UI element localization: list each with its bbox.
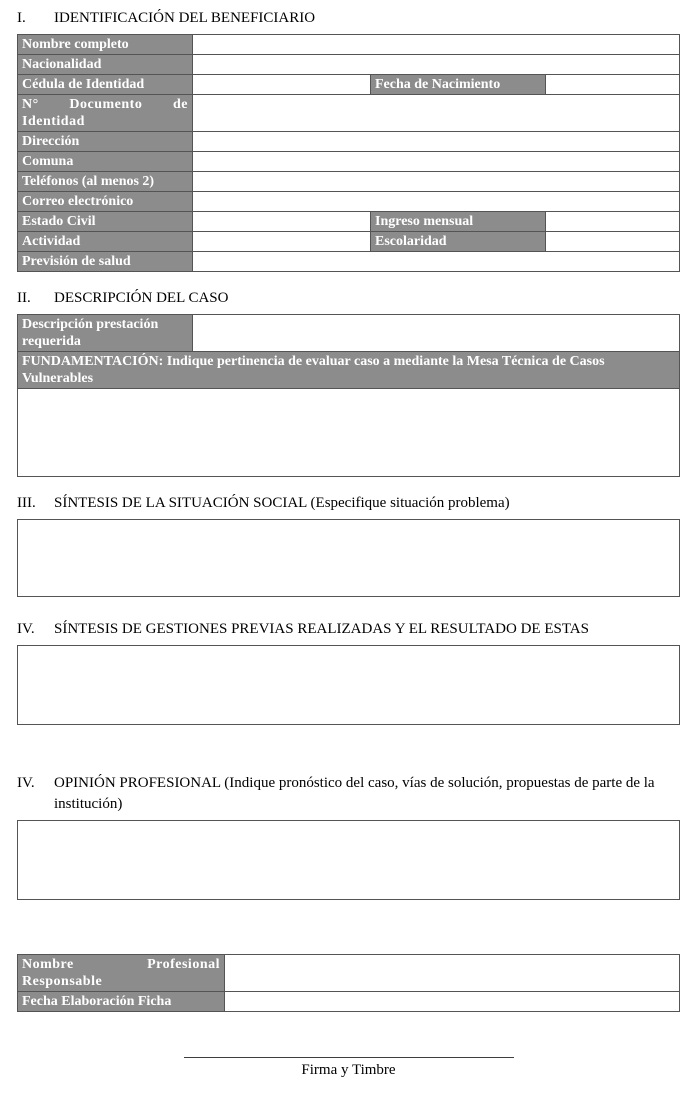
section-heading-identificacion xyxy=(17,8,680,29)
table-row xyxy=(18,352,680,389)
field-label-prevision: Previsión de salud xyxy=(18,252,193,272)
table-row xyxy=(18,172,680,192)
section-number: II. xyxy=(17,290,31,306)
field-label-correo: Correo electrónico xyxy=(18,192,193,212)
gestiones-previas-text-area[interactable] xyxy=(17,645,680,725)
field-input-cedula[interactable] xyxy=(193,75,371,95)
section-title: DESCRIPCIÓN DEL CASO xyxy=(54,290,229,306)
field-input-comuna[interactable] xyxy=(193,152,680,172)
section-title: OPINIÓN PROFESIONAL (Indique pronóstico del caso, vías de solución, propuestas de parte de la institución) xyxy=(54,775,655,812)
table-row xyxy=(18,252,680,272)
field-input-prevision[interactable] xyxy=(193,252,680,272)
section-heading-descripcion-caso xyxy=(17,288,680,309)
field-input-direccion[interactable] xyxy=(193,132,680,152)
field-input-ingreso-mensual[interactable] xyxy=(546,212,680,232)
field-label-actividad: Actividad xyxy=(18,232,193,252)
sintesis-social-text-area[interactable] xyxy=(17,519,680,597)
beneficiary-table xyxy=(17,34,680,272)
table-row xyxy=(18,389,680,477)
field-label-ingreso-mensual: Ingreso mensual xyxy=(371,212,546,232)
table-row xyxy=(18,315,680,352)
field-label-fecha-nacimiento: Fecha de Nacimiento xyxy=(371,75,546,95)
field-label-fecha-elaboracion: Fecha Elaboración Ficha xyxy=(18,992,225,1012)
table-row xyxy=(18,95,680,132)
signature-caption: Firma y Timbre xyxy=(301,1062,396,1078)
signature-line xyxy=(184,1057,514,1058)
field-label-direccion: Dirección xyxy=(18,132,193,152)
field-label-cedula: Cédula de Identidad xyxy=(18,75,193,95)
field-input-telefonos[interactable] xyxy=(193,172,680,192)
section-number: I. xyxy=(17,10,26,26)
table-row xyxy=(18,75,680,95)
field-label-descripcion-prestacion: Descripción prestación requerida xyxy=(18,315,193,352)
opinion-profesional-text-area[interactable] xyxy=(17,820,680,900)
field-label-documento-identidad: N° Documento de Identidad xyxy=(18,95,193,132)
table-row xyxy=(18,35,680,55)
field-label-nacionalidad: Nacionalidad xyxy=(18,55,193,75)
table-row xyxy=(18,992,680,1012)
case-description-table xyxy=(17,314,680,477)
table-row xyxy=(18,192,680,212)
field-input-nacionalidad[interactable] xyxy=(193,55,680,75)
responsible-table xyxy=(17,954,680,1012)
field-input-fecha-elaboracion[interactable] xyxy=(225,992,680,1012)
field-label-nombre-profesional: Nombre Profesional Responsable xyxy=(18,955,225,992)
field-input-actividad[interactable] xyxy=(193,232,371,252)
section-title: SÍNTESIS DE LA SITUACIÓN SOCIAL (Especifique situación problema) xyxy=(54,495,510,511)
field-input-descripcion-prestacion[interactable] xyxy=(193,315,680,352)
field-input-documento-identidad[interactable] xyxy=(193,95,680,132)
field-label-comuna: Comuna xyxy=(18,152,193,172)
signature-block xyxy=(17,1057,680,1081)
field-input-nombre-completo[interactable] xyxy=(193,35,680,55)
table-row xyxy=(18,152,680,172)
section-number: IV. xyxy=(17,775,35,791)
section-title: SÍNTESIS DE GESTIONES PREVIAS REALIZADAS Y EL RESULTADO DE ESTAS xyxy=(54,621,589,637)
field-input-estado-civil[interactable] xyxy=(193,212,371,232)
section-title: IDENTIFICACIÓN DEL BENEFICIARIO xyxy=(54,10,316,26)
table-row xyxy=(18,55,680,75)
section-heading-sintesis-social xyxy=(17,493,680,514)
table-row xyxy=(18,955,680,992)
field-input-nombre-profesional[interactable] xyxy=(225,955,680,992)
section-heading-gestiones-previas xyxy=(17,619,680,640)
section-number: III. xyxy=(17,495,36,511)
fundamentacion-header: FUNDAMENTACIÓN: Indique pertinencia de evaluar caso a mediante la Mesa Técnica de Casos Vulnerables xyxy=(18,352,680,389)
table-row xyxy=(18,232,680,252)
table-row xyxy=(18,212,680,232)
field-label-estado-civil: Estado Civil xyxy=(18,212,193,232)
fundamentacion-text-area[interactable] xyxy=(18,389,680,477)
field-label-telefonos: Teléfonos (al menos 2) xyxy=(18,172,193,192)
field-input-fecha-nacimiento[interactable] xyxy=(546,75,680,95)
section-number: IV. xyxy=(17,621,35,637)
field-input-escolaridad[interactable] xyxy=(546,232,680,252)
table-row xyxy=(18,132,680,152)
section-heading-opinion-profesional xyxy=(17,773,680,815)
field-label-escolaridad: Escolaridad xyxy=(371,232,546,252)
field-label-nombre-completo: Nombre completo xyxy=(18,35,193,55)
field-input-correo[interactable] xyxy=(193,192,680,212)
